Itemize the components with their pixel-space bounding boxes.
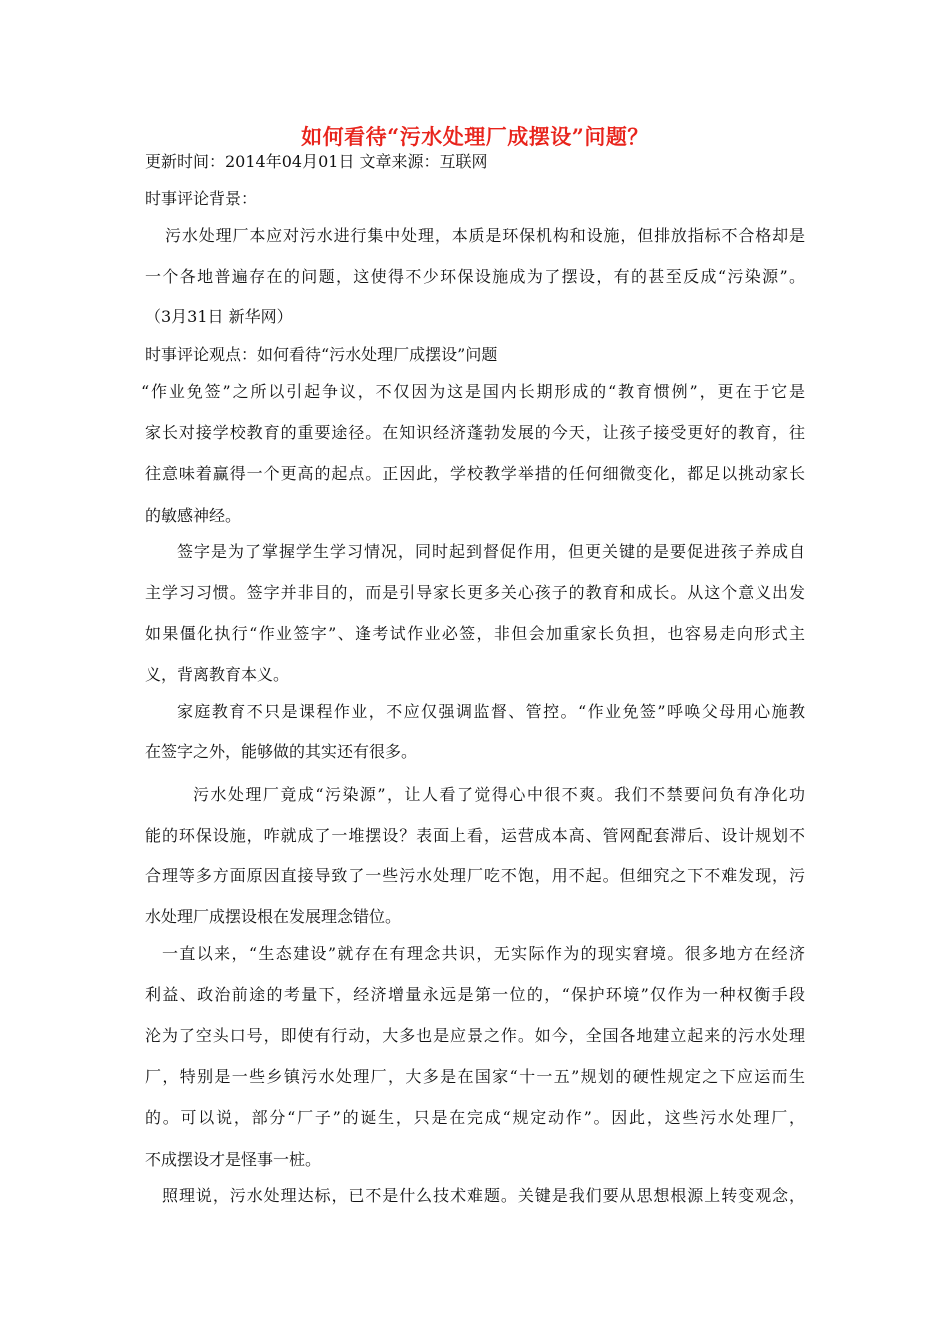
background-line: 污水处理厂本应对污水进行集中处理，本质是环保机构和设施，但排放指标不合格却是	[165, 226, 805, 245]
paragraph-line: 一直以来，“生态建设”就存在有理念共识，无实际作为的现实窘境。很多地方在经济	[162, 944, 805, 963]
paragraph-line: 合理等多方面原因直接导致了一些污水处理厂吃不饱，用不起。但细究之下不难发现，污	[145, 866, 805, 885]
paragraph-line: 利益、政治前途的考量下，经济增量永远是第一位的，“保护环境”仅作为一种权衡手段	[145, 985, 805, 1004]
background-label: 时事评论背景：	[145, 189, 258, 208]
paragraph-line: 厂，特别是一些乡镇污水处理厂，大多是在国家“十一五”规划的硬性规定之下应运而生	[145, 1067, 805, 1086]
paragraph-line: 照理说，污水处理达标，已不是什么技术难题。关键是我们要从思想根源上转变观念，	[162, 1186, 805, 1205]
paragraph-line: 的。可以说，部分“厂子”的诞生，只是在完成“规定动作”。因此，这些污水处理厂，	[145, 1108, 805, 1127]
paragraph-line: 家庭教育不只是课程作业，不应仅强调监督、管控。“作业免签”呼唤父母用心施教	[177, 702, 805, 721]
paragraph-line: 如果僵化执行“作业签字”、逢考试作业必签，非但会加重家长负担，也容易走向形式主	[145, 624, 805, 643]
paragraph-line: 往意味着赢得一个更高的起点。正因此，学校教学举措的任何细微变化，都足以挑动家长	[145, 464, 805, 483]
paragraph-line: 能的环保设施，咋就成了一堆摆设？表面上看，运营成本高、管网配套滞后、设计规划不	[145, 826, 805, 845]
paragraph-line: 不成摆设才是怪事一桩。	[145, 1150, 322, 1169]
paragraph-line: “作业免签”之所以引起争议，不仅因为这是国内长期形成的“教育惯例”，更在于它是	[141, 382, 805, 401]
paragraph-line: 在签字之外，能够做的其实还有很多。	[145, 742, 418, 761]
paragraph-line: 义，背离教育本义。	[145, 665, 290, 684]
article-title: 如何看待“污水处理厂成摆设”问题？	[301, 124, 649, 149]
paragraph-line: 沦为了空头口号，即使有行动，大多也是应景之作。如今，全国各地建立起来的污水处理	[145, 1026, 805, 1045]
paragraph-line: 水处理厂成摆设根在发展理念错位。	[145, 907, 402, 926]
viewpoint-label: 时事评论观点：如何看待“污水处理厂成摆设”问题	[145, 345, 498, 364]
paragraph-line: 签字是为了掌握学生学习情况，同时起到督促作用，但更关键的是要促进孩子养成自	[177, 542, 805, 561]
paragraph-line: 的敏感神经。	[145, 506, 242, 525]
paragraph-line: 污水处理厂竟成“污染源”，让人看了觉得心中很不爽。我们不禁要问负有净化功	[193, 785, 805, 804]
background-source: （3月31日 新华网）	[145, 307, 293, 326]
article-meta: 更新时间：2014年04月01日 文章来源：互联网	[145, 152, 488, 171]
paragraph-line: 主学习习惯。签字并非目的，而是引导家长更多关心孩子的教育和成长。从这个意义出发	[145, 583, 805, 602]
background-line: 一个各地普遍存在的问题，这使得不少环保设施成为了摆设，有的甚至反成“污染源”。	[145, 267, 805, 286]
paragraph-line: 家长对接学校教育的重要途径。在知识经济蓬勃发展的今天，让孩子接受更好的教育，往	[145, 423, 805, 442]
